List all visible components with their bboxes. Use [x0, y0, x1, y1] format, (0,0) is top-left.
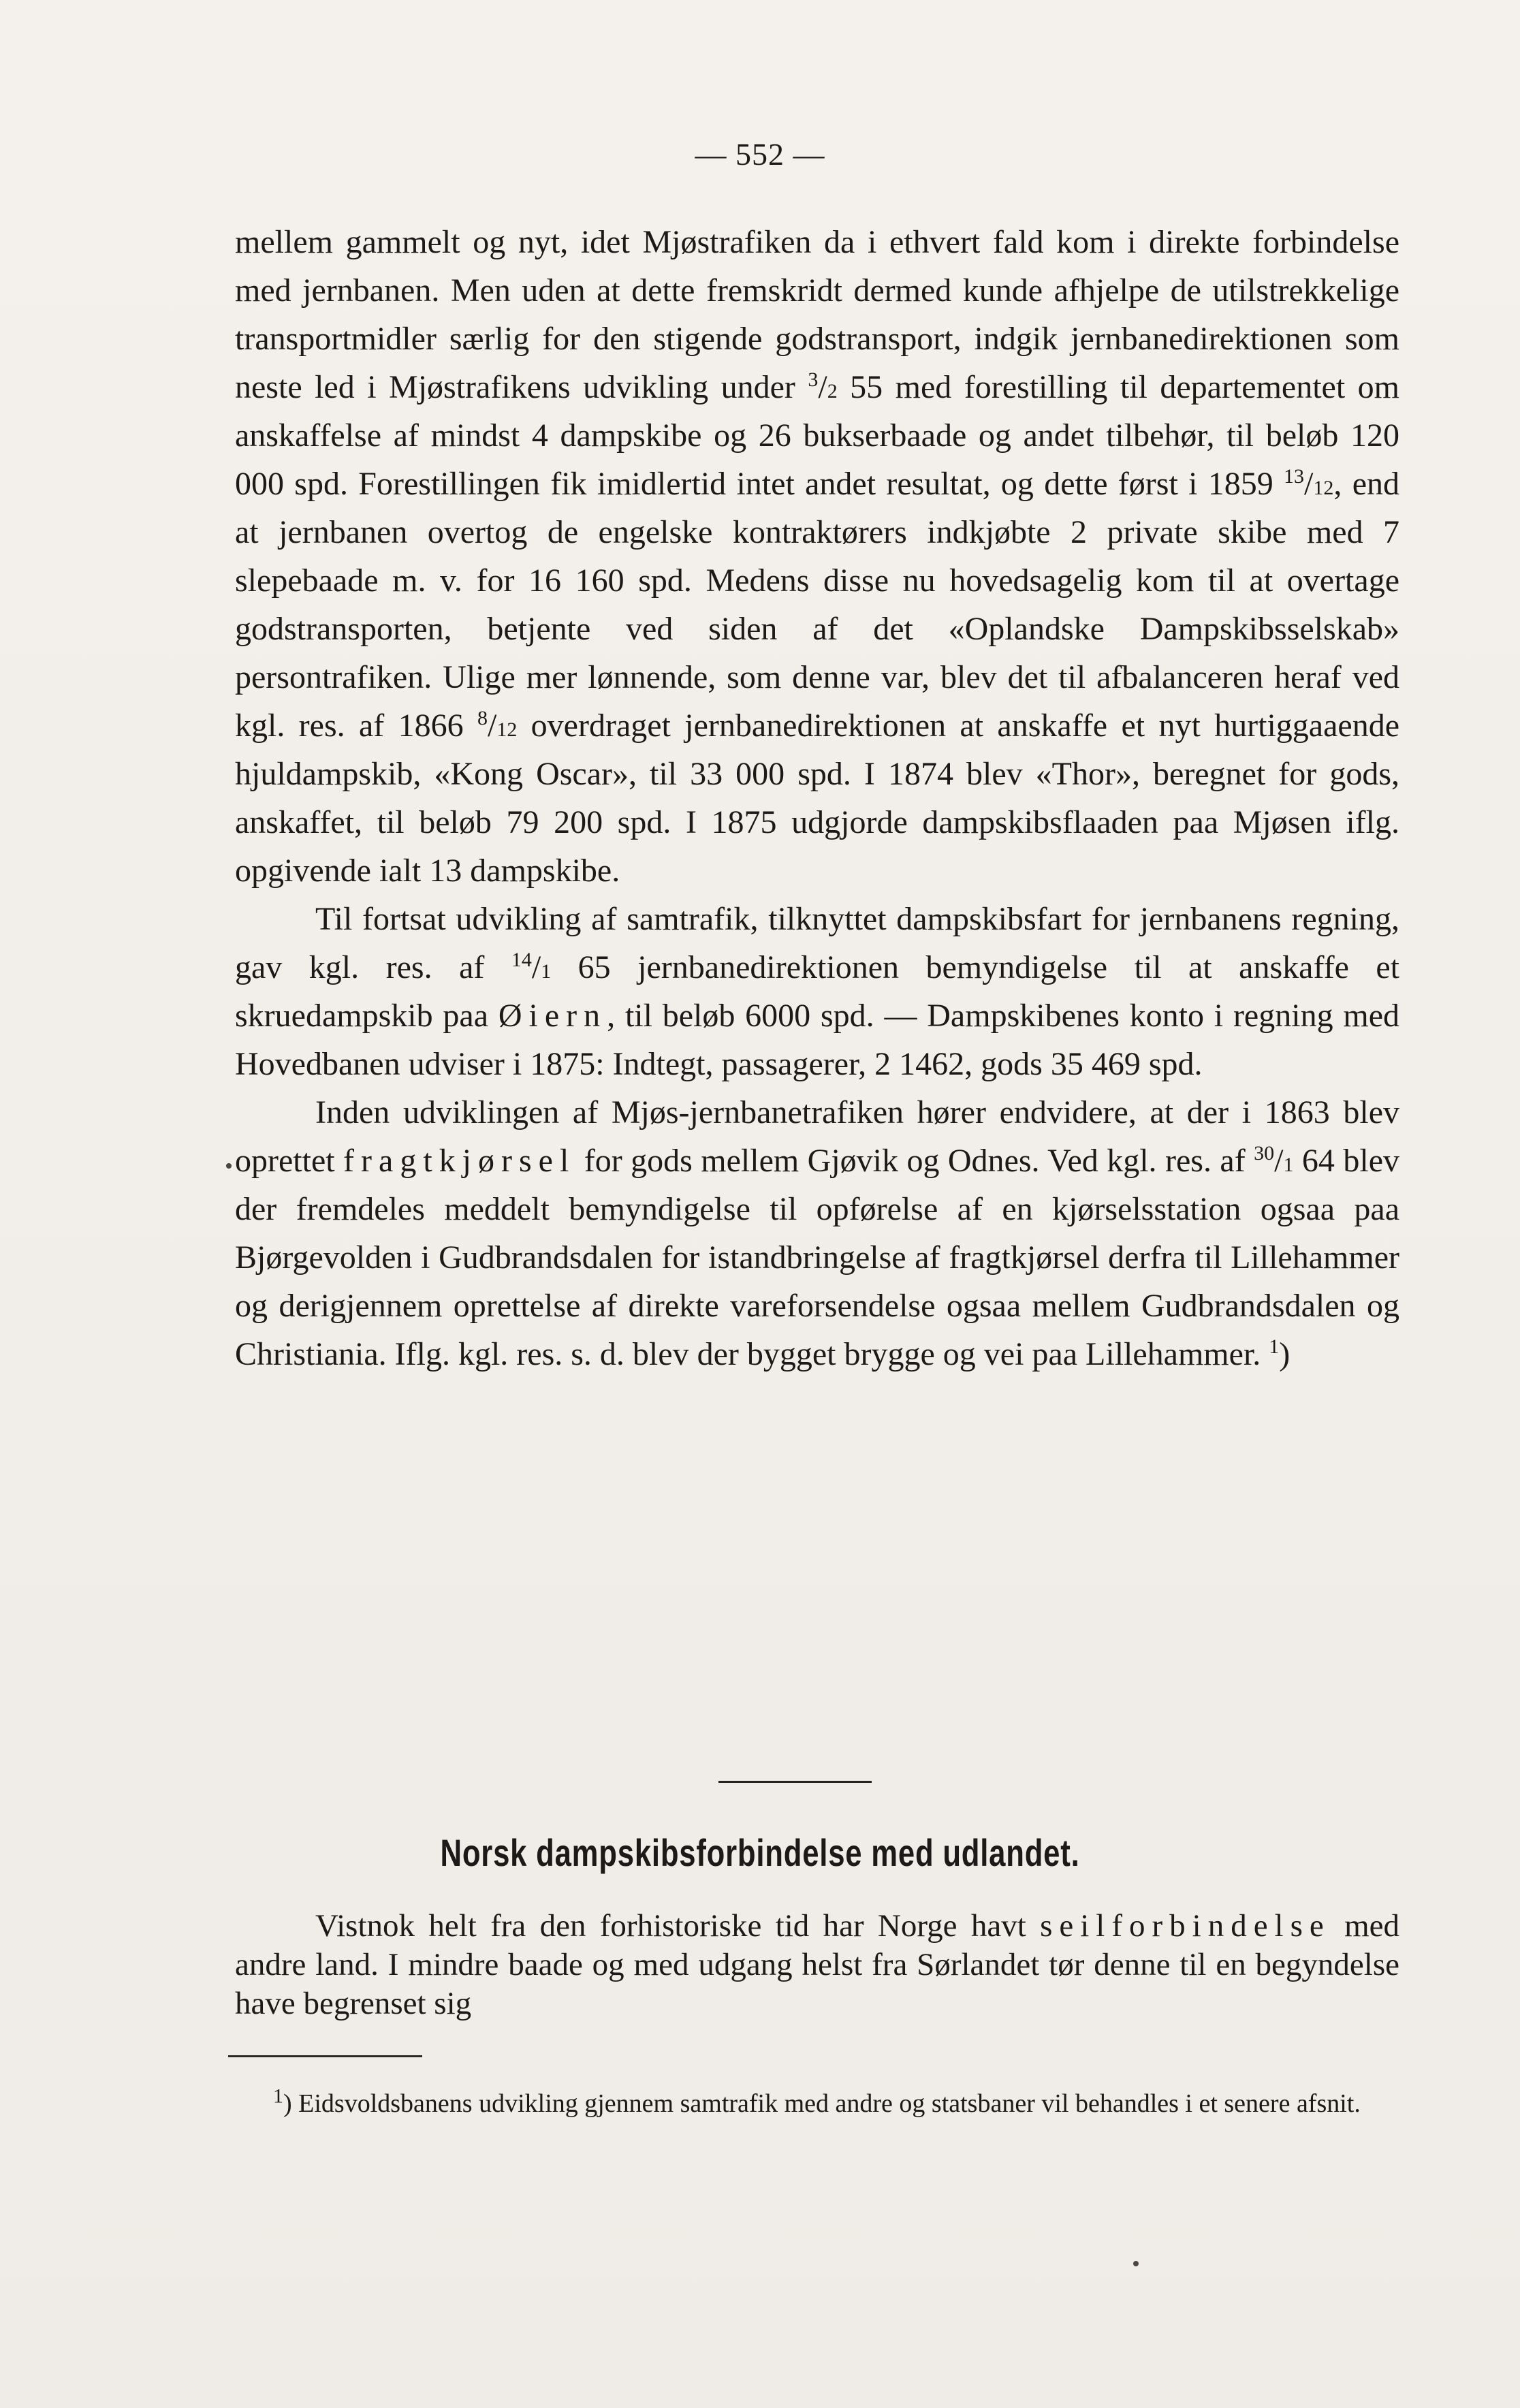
paragraph-3-text-a: Inden udviklingen af Mjøs-jernbanetrafiken hører endvidere, at der i 1863 blev oprettet	[235, 1094, 1399, 1179]
spaced-emphasis-fragtkjorsel: fragtkjørsel	[343, 1143, 576, 1179]
main-text	[235, 218, 1399, 1378]
section-paragraph-1-text-b: med andre land. I mindre baade og med udgang helst fra Sørlandet tør denne til en begyndelse have begrenset sig	[235, 1908, 1399, 2021]
paragraph-3-text-c: 64 blev der fremdeles meddelt bemyndigelse til opførelse af en kjørselsstation ogsaa paa Bjørgevolden i Gudbrandsdalen for istandbringelse af fragtkjørsel derfra til Lillehammer og derigjennem oprettelse af direkte vareforsendelse ogsaa mellem Gudbrandsdalen og Christiania. Iflg. kgl. res. s. d. blev der bygget brygge og vei paa Lillehammer.	[235, 1143, 1399, 1372]
fraction-denominator: 1	[1283, 1154, 1294, 1176]
footnote	[235, 2084, 1399, 2124]
section-paragraph-1	[235, 1907, 1399, 2023]
footnote-reference: 1	[1269, 1335, 1280, 1358]
footnote-reference-close: )	[1279, 1336, 1291, 1372]
fraction-denominator: 1	[541, 960, 552, 983]
fraction-3-2: $^3$/2	[808, 368, 838, 405]
fraction-8-12: $^8$/12	[477, 707, 518, 744]
footnote-marker-close: )	[283, 2089, 292, 2118]
footnote-body: Eidsvoldsbanens udvikling gjennem samtrafik med andre og statsbaner vil behandles i et senere afsnit.	[291, 2089, 1361, 2118]
footnote-marker: 1	[273, 2085, 283, 2108]
fraction-numerator: 14	[511, 949, 532, 971]
paragraph-3	[235, 1088, 1399, 1378]
fraction-denominator: 2	[827, 380, 838, 402]
fraction-14-1: $^{14}$/1	[511, 949, 552, 985]
paragraph-1-text-a: mellem gammelt og nyt, idet Mjøstrafiken da i ethvert fald kom i direkte forbindelse med jernbanen. Men uden at dette fremskridt dermed kunde afhjelpe de utilstrekkelige transportmidler særlig for den stigende godstransport, indgik jernbanedirektionen som neste led i Mjøstrafikens udvikling under	[235, 224, 1399, 405]
paragraph-2	[235, 895, 1399, 1088]
fraction-denominator: 12	[1313, 477, 1334, 499]
fraction-numerator: 8	[477, 707, 488, 729]
paragraph-2-text-b: 65 jernbanedirektionen bemyndigelse til at anskaffe et skruedampskib paa	[235, 949, 1399, 1034]
section-text	[235, 1907, 1399, 2023]
footnote-rule	[228, 2055, 422, 2057]
margin-dot	[226, 1163, 232, 1169]
spaced-emphasis-seilforbindelse: seilforbindelse	[1040, 1908, 1331, 1944]
fraction-numerator: 30	[1254, 1142, 1275, 1165]
paragraph-1-text-d: overdraget jernbanedirektionen at anskaffe et nyt hurtiggaaende hjuldampskib, «Kong Oscar», til 33 000 spd. I 1874 blev «Thor», beregnet for gods, anskaffet, til beløb 79 200 spd. I 1875 udgjorde dampskibsflaaden paa Mjøsen iflg. opgivende ialt 13 dampskibe.	[235, 708, 1399, 889]
paragraph-1	[235, 218, 1399, 895]
footnote-text	[235, 2084, 1399, 2124]
paragraph-2-text-a: Til fortsat udvikling af samtrafik, tilknyttet dampskibsfart for jernbanens regning, gav kgl. res. af	[235, 901, 1399, 985]
fraction-denominator: 12	[496, 718, 518, 741]
fraction-30-1: $^{30}$/1	[1254, 1142, 1294, 1179]
paragraph-3-text-b: for gods mellem Gjøvik og Odnes. Ved kgl. res. af	[575, 1143, 1254, 1179]
page-speck	[1133, 2261, 1139, 2266]
paragraph-1-text-c: , end at jernbanen overtog de engelske kontraktørers indkjøbte 2 private skibe med 7 slepebaade m. v. for 16 160 spd. Medens disse nu hovedsagelig kom til at overtage godstransporten, betjente ved siden af det «Oplandske Dampskibsselskab» persontrafiken. Ulige mer lønnende, som denne var, blev det til afbalanceren heraf ved kgl. res. af 1866	[235, 466, 1399, 744]
section-divider	[718, 1781, 872, 1783]
fraction-13-12: $^{13}$/12	[1284, 465, 1334, 502]
spaced-emphasis-oiern: Øiern	[498, 998, 607, 1034]
paragraph-1-text-b: 55 med forestilling til departementet om anskaffelse af mindst 4 dampskibe og 26 bukserbaade og andet tilbehør, til beløb 120 000 spd. Forestillingen fik imidlertid intet andet resultat, og dette først i 1859	[235, 369, 1400, 502]
fraction-numerator: 13	[1284, 465, 1305, 488]
paragraph-2-text-c: , til beløb 6000 spd. — Dampskibenes konto i regning med Hovedbanen udviser i 1875: Indtegt, passagerer, 2 1462, gods 35 469 spd.	[235, 998, 1400, 1082]
section-paragraph-1-text-a: Vistnok helt fra den forhistoriske tid har Norge havt	[315, 1908, 1041, 1944]
page-number: — 552 —	[695, 137, 825, 172]
section-heading: Norsk dampskibsforbindelse med udlandet.	[440, 1831, 1080, 1874]
fraction-numerator: 3	[808, 368, 819, 391]
